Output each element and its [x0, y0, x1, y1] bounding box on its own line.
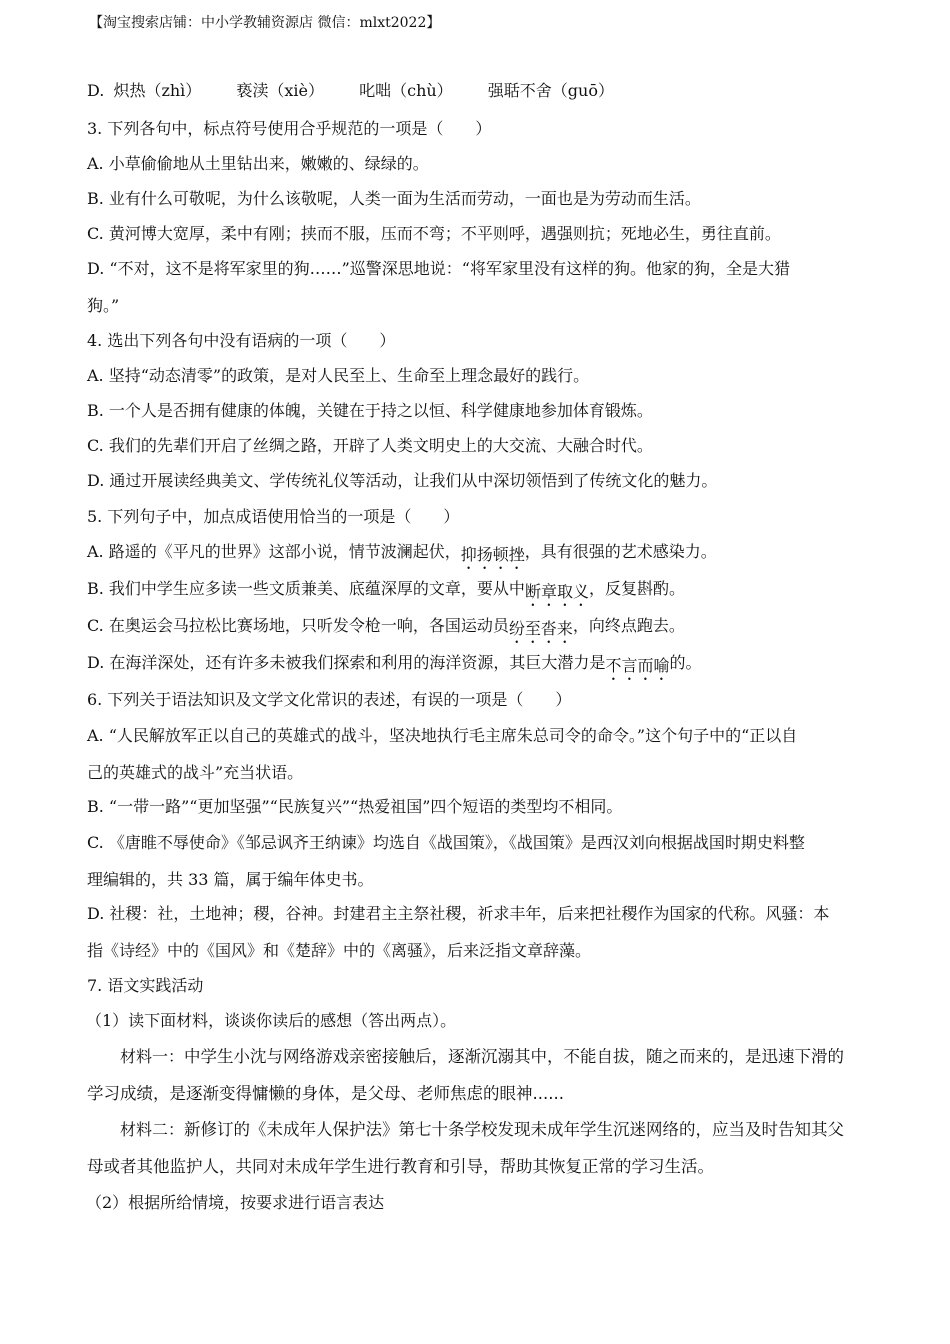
q6-option-c-line1: C. 《唐睢不辱使命》《邹忌讽齐王纳谏》均选自《战国策》，《战国策》是西汉刘向根据战国时期史料整 [87, 833, 805, 852]
q5-option-b [87, 578, 685, 607]
material-1-line1 [120, 1046, 844, 1068]
q3-option-c: C. 黄河博大宽厚，柔中有刚；挟而不服，压而不弯；不平则呼，遇强则抗；死地必生，勇往直前。 [87, 224, 781, 243]
q4-stem: 4. 选出下列各句中没有语病的一项（ ） [87, 331, 396, 350]
pinyin-word-2: 亵渎（xiè） [236, 81, 325, 100]
q6-option-a-line1: A. “人民解放军正以自己的英雄式的战斗，坚决地执行毛主席朱总司令的命令。”这个句子中的“正以自 [87, 726, 798, 745]
material-1-label: 材料一： [120, 1047, 185, 1066]
q3-option-d-line1: D. “不对，这不是将军家里的狗……”巡警深思地说：“将军家里没有这样的狗。他家的狗，全是大猎 [87, 259, 790, 278]
q5-option-d [87, 652, 701, 681]
q4-option-b: B. 一个人是否拥有健康的体魄，关键在于持之以恒、科学健康地参加体育锻炼。 [87, 401, 653, 420]
q5-stem: 5. 下列句子中，加点成语使用恰当的一项是（ ） [87, 507, 460, 526]
material-2-line1 [120, 1119, 844, 1141]
q5-c-dotted-idiom: 纷至沓来 [508, 619, 573, 638]
q5-option-a [87, 541, 717, 570]
q4-option-c: C. 我们的先辈们开启了丝绸之路，开辟了人类文明史上的大交流、大融合时代。 [87, 436, 653, 455]
q5-b-text-after: ，反复斟酌。 [588, 579, 685, 598]
q7-stem: 7. 语文实践活动 [87, 976, 204, 995]
option-label: D. [87, 81, 105, 100]
q4-option-d: D. 通过开展读经典美文、学传统礼仪等活动，让我们从中深切领悟到了传统文化的魅力。 [87, 471, 718, 490]
q6-stem: 6. 下列关于语法知识及文学文化常识的表述，有误的一项是（ ） [87, 690, 572, 709]
q6-option-a-line2: 己的英雄式的战斗”充当状语。 [87, 763, 304, 782]
q7-sub1: （1）读下面材料，谈谈你读后的感想（答出两点）。 [86, 1011, 457, 1030]
pinyin-word-1: 炽热（zhì） [113, 81, 202, 100]
pinyin-word-4: 强聒不舍（guō） [487, 81, 614, 100]
material-1-text: 中学生小沈与网络游戏亲密接触后，逐渐沉溺其中，不能自拔，随之而来的，是迅速下滑的 [184, 1047, 845, 1066]
q5-a-text-before: A. 路遥的《平凡的世界》这部小说，情节波澜起伏， [87, 542, 461, 561]
material-2-line2: 母或者其他监护人，共同对未成年学生进行教育和引导，帮助其恢复正常的学习生活。 [87, 1157, 714, 1176]
q4-option-a: A. 坚持“动态清零”的政策，是对人民至上、生命至上理念最好的践行。 [87, 366, 590, 385]
q3-option-d-line2: 狗。” [87, 296, 120, 315]
material-2-label: 材料二： [120, 1120, 185, 1139]
q3-option-a: A. 小草偷偷地从土里钻出来，嫩嫩的、绿绿的。 [87, 154, 429, 173]
q5-a-dotted-idiom: 抑扬顿挫 [460, 545, 525, 564]
q5-d-dotted-idiom: 不言而喻 [605, 656, 670, 675]
q6-option-b: B. “一带一路”“更加坚强”“民族复兴”“热爱祖国”四个短语的类型均不相同。 [87, 797, 623, 816]
q5-d-text-after: 的。 [669, 653, 702, 672]
q5-c-text-after: ，向终点跑去。 [572, 616, 685, 635]
q6-option-c-line2: 理编辑的，共 33 篇，属于编年体史书。 [87, 870, 374, 889]
q6-option-d-line2: 指《诗经》中的《国风》和《楚辞》中的《离骚》，后来泛指文章辞藻。 [87, 941, 592, 960]
pinyin-word-3: 叱咄（chù） [359, 81, 453, 100]
page-header: 【淘宝搜索店铺：中小学教辅资源店 微信：mlxt2022】 [89, 15, 441, 31]
q5-b-text-before: B. 我们中学生应多读一些文质兼美、底蕴深厚的文章，要从中 [87, 579, 525, 598]
q5-a-text-after: ，具有很强的艺术感染力。 [524, 542, 717, 561]
q5-b-dotted-idiom: 断章取义 [524, 582, 589, 601]
q5-c-text-before: C. 在奥运会马拉松比赛场地，只听发令枪一响，各国运动员 [87, 616, 509, 635]
q7-sub2: （2）根据所给情境，按要求进行语言表达 [86, 1193, 385, 1212]
q5-d-text-before: D. 在海洋深处，还有许多未被我们探索和利用的海洋资源，其巨大潜力是 [87, 653, 606, 672]
q2-option-d [87, 80, 644, 102]
q5-option-c [87, 615, 685, 644]
material-2-text: 新修订的《未成年人保护法》第七十条学校发现未成年学生沉迷网络的，应当及时告知其父 [184, 1120, 845, 1139]
material-1-line2: 学习成绩，是逐渐变得慵懒的身体，是父母、老师焦虑的眼神...... [87, 1084, 564, 1103]
q3-option-b: B. 业有什么可敬呢，为什么该敬呢，人类一面为生活而劳动，一面也是为劳动而生活。 [87, 189, 701, 208]
q3-stem: 3. 下列各句中，标点符号使用合乎规范的一项是（ ） [87, 119, 492, 138]
q6-option-d-line1: D. 社稷：社，土地神；稷，谷神。封建君主主祭社稷，祈求丰年，后来把社稷作为国家的代称。风骚：本 [87, 904, 830, 923]
